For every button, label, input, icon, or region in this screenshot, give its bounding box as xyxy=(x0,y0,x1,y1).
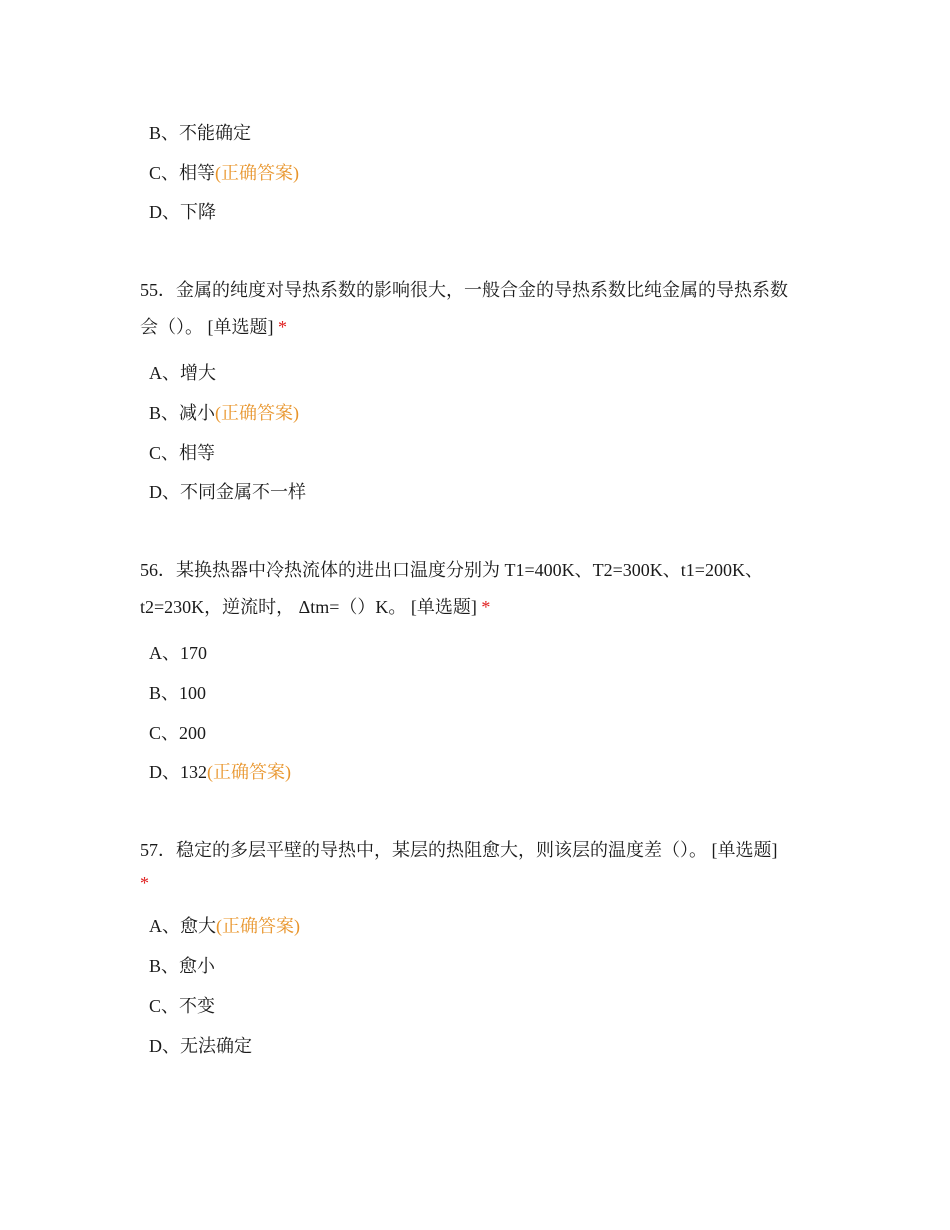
q54-option-b-text: B、不能确定 xyxy=(149,123,252,143)
q57-option-a xyxy=(149,915,300,937)
q56-question-line-1: 56．某换热器中冷热流体的进出口温度分别为 T1=400K、T2=300K、t1=200K、 xyxy=(140,560,763,580)
required-marker: * xyxy=(481,597,491,617)
q56-option-c xyxy=(149,722,206,744)
q56-question-line-2 xyxy=(140,596,490,618)
q54-option-d-text: D、下降 xyxy=(149,202,216,222)
q56-option-d xyxy=(149,761,291,783)
q55-option-a xyxy=(149,362,216,384)
q57-option-b xyxy=(149,955,215,977)
q55-question-text: 会（）。 [单选题] xyxy=(140,317,274,337)
q56-option-b-text: B、100 xyxy=(149,683,207,703)
q57-option-c-text: C、不变 xyxy=(149,996,216,1016)
q54-option-b xyxy=(149,122,251,144)
q55-option-b xyxy=(149,402,299,424)
q57-option-d xyxy=(149,1035,252,1057)
q57-option-a-text: A、愈大 xyxy=(149,916,216,936)
q54-option-c xyxy=(149,162,299,184)
correct-answer-tag: (正确答案) xyxy=(207,762,291,782)
required-marker: * xyxy=(278,317,287,337)
q57-option-d-text: D、无法确定 xyxy=(149,1036,252,1056)
q55-option-c xyxy=(149,442,215,464)
q56-option-b xyxy=(149,682,206,704)
q56-option-d-text: D、132 xyxy=(149,762,207,782)
q56-option-a-text: A、170 xyxy=(149,643,207,663)
q54-option-c-text: C、相等 xyxy=(149,163,216,183)
q57-question-line-1: 57．稳定的多层平壁的导热中，某层的热阻愈大，则该层的温度差（）。 [单选题] xyxy=(140,840,778,860)
correct-answer-tag: (正确答案) xyxy=(215,163,300,183)
q57-option-c xyxy=(149,995,215,1017)
q57-option-b-text: B、愈小 xyxy=(149,956,216,976)
q54-option-d xyxy=(149,201,216,223)
q56-option-a xyxy=(149,642,207,664)
q57-question-line-2 xyxy=(140,872,149,894)
q55-option-b-text: B、减小 xyxy=(149,403,216,423)
q55-option-a-text: A、增大 xyxy=(149,363,216,383)
q55-question-line-2 xyxy=(140,316,287,338)
q56-option-c-text: C、200 xyxy=(149,723,207,743)
correct-answer-tag: (正确答案) xyxy=(215,403,300,423)
required-marker: * xyxy=(140,873,149,893)
q55-question-line-1: 55．金属的纯度对导热系数的影响很大，一般合金的导热系数比纯金属的导热系数 xyxy=(140,280,788,300)
q55-option-c-text: C、相等 xyxy=(149,443,216,463)
q56-question-text: t2=230K，逆流时， Δtm=（）K。 [单选题] xyxy=(140,597,477,617)
correct-answer-tag: (正确答案) xyxy=(216,916,300,936)
q55-option-d-text: D、不同金属不一样 xyxy=(149,482,306,502)
q55-option-d xyxy=(149,481,306,503)
